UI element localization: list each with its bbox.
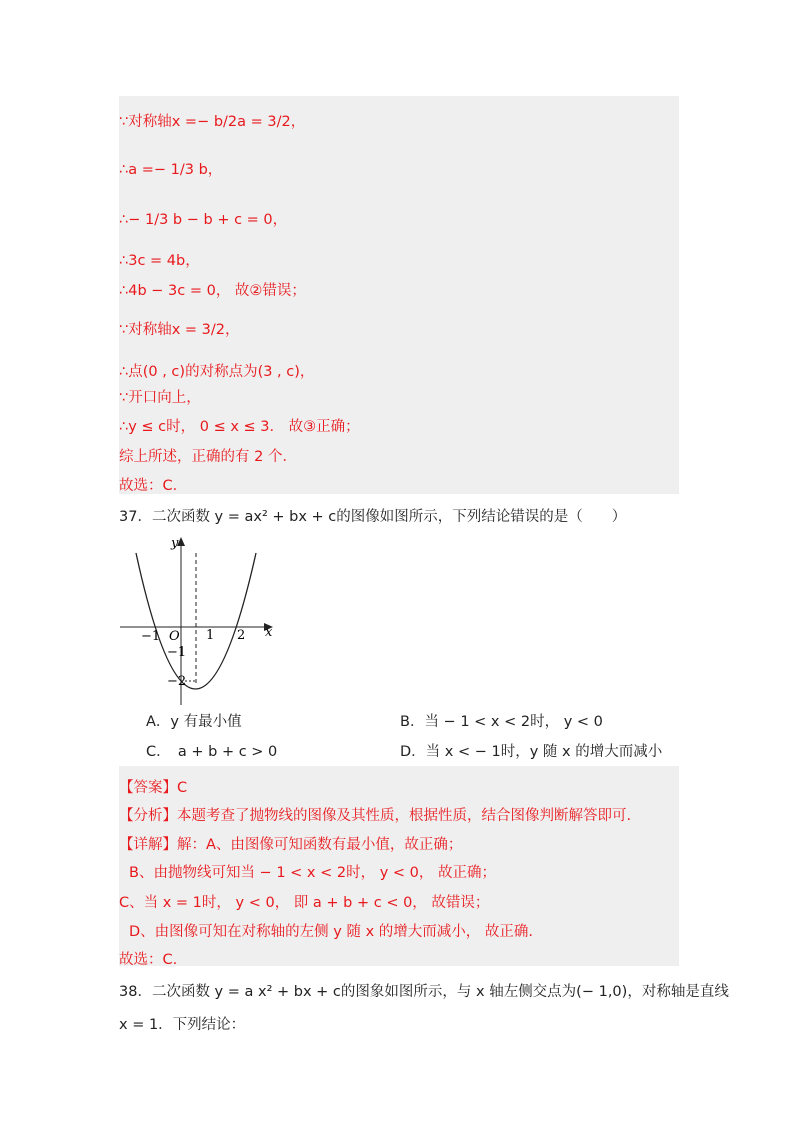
solution-line: ∴− 1/3 b − b + c = 0， [119, 212, 288, 228]
option-c: C． a + b + c > 0 [146, 744, 278, 760]
solution-line: ∴点(0 , c)的对称点为(3 , c)， [119, 364, 315, 380]
solution-line: 综上所述，正确的有 2 个． [119, 449, 297, 465]
solution-line: ∴4b − 3c = 0， 故②错误； [119, 283, 306, 299]
detail-line: D、由图像可知在对称轴的左侧 y 随 x 的增大而减小， 故正确. [129, 924, 533, 940]
analysis-line: 【分析】本题考查了抛物线的图像及其性质，根据性质，结合图像判断解答即可. [119, 808, 632, 824]
question-37-stem: 37．二次函数 y = ax² + bx + c的图像如图所示，下列结论错误的是（ ） [119, 509, 627, 525]
detail-line: C、当 x = 1时， y < 0， 即 a + b + c < 0， 故错误； [119, 895, 490, 911]
x-tick-label: 1 [206, 628, 215, 643]
solution-line: ∵对称轴x =− b/2a = 3/2， [119, 114, 306, 130]
x-tick-label: 2 [237, 628, 246, 643]
option-d: D．当 x < − 1时，y 随 x 的增大而减小 [400, 744, 663, 760]
solution-line: ∴a =− 1/3 b， [119, 162, 223, 178]
y-tick-label: −1 [167, 645, 187, 660]
solution-line: ∴3c = 4b， [119, 253, 200, 269]
y-tick-label: −2 [167, 674, 187, 689]
detail-line: 【详解】解：A、由图像可知函数有最小值，故正确； [119, 837, 463, 853]
y-axis-label: y [171, 536, 179, 551]
answer-block [119, 766, 679, 966]
solution-block-top [119, 96, 679, 494]
solution-line: ∵对称轴x = 3/2， [119, 322, 240, 338]
detail-line: B、由抛物线可知当 − 1 < x < 2时， y < 0， 故正确； [129, 865, 496, 881]
question-38-stem-cont: x = 1．下列结论： [119, 1017, 246, 1033]
solution-line: ∵开口向上， [119, 390, 201, 406]
question-38-stem: 38．二次函数 y = a x² + bx + c的图象如图所示，与 x 轴左侧交点为(− 1,0)，对称轴是直线 [119, 984, 729, 1000]
origin-label: O [169, 629, 180, 644]
parabola-graph [115, 535, 285, 705]
solution-line: ∴y ≤ c时， 0 ≤ x ≤ 3． 故③正确； [119, 419, 360, 435]
detail-line: 故选：C. [119, 952, 178, 968]
answer-line: 【答案】C [119, 780, 188, 796]
x-tick-label: −1 [141, 629, 161, 644]
option-b: B．当 − 1 < x < 2时， y < 0 [400, 714, 603, 730]
option-a: A．y 有最小值 [146, 714, 242, 730]
x-axis-label: x [265, 625, 273, 640]
solution-line: 故选：C． [119, 478, 188, 494]
